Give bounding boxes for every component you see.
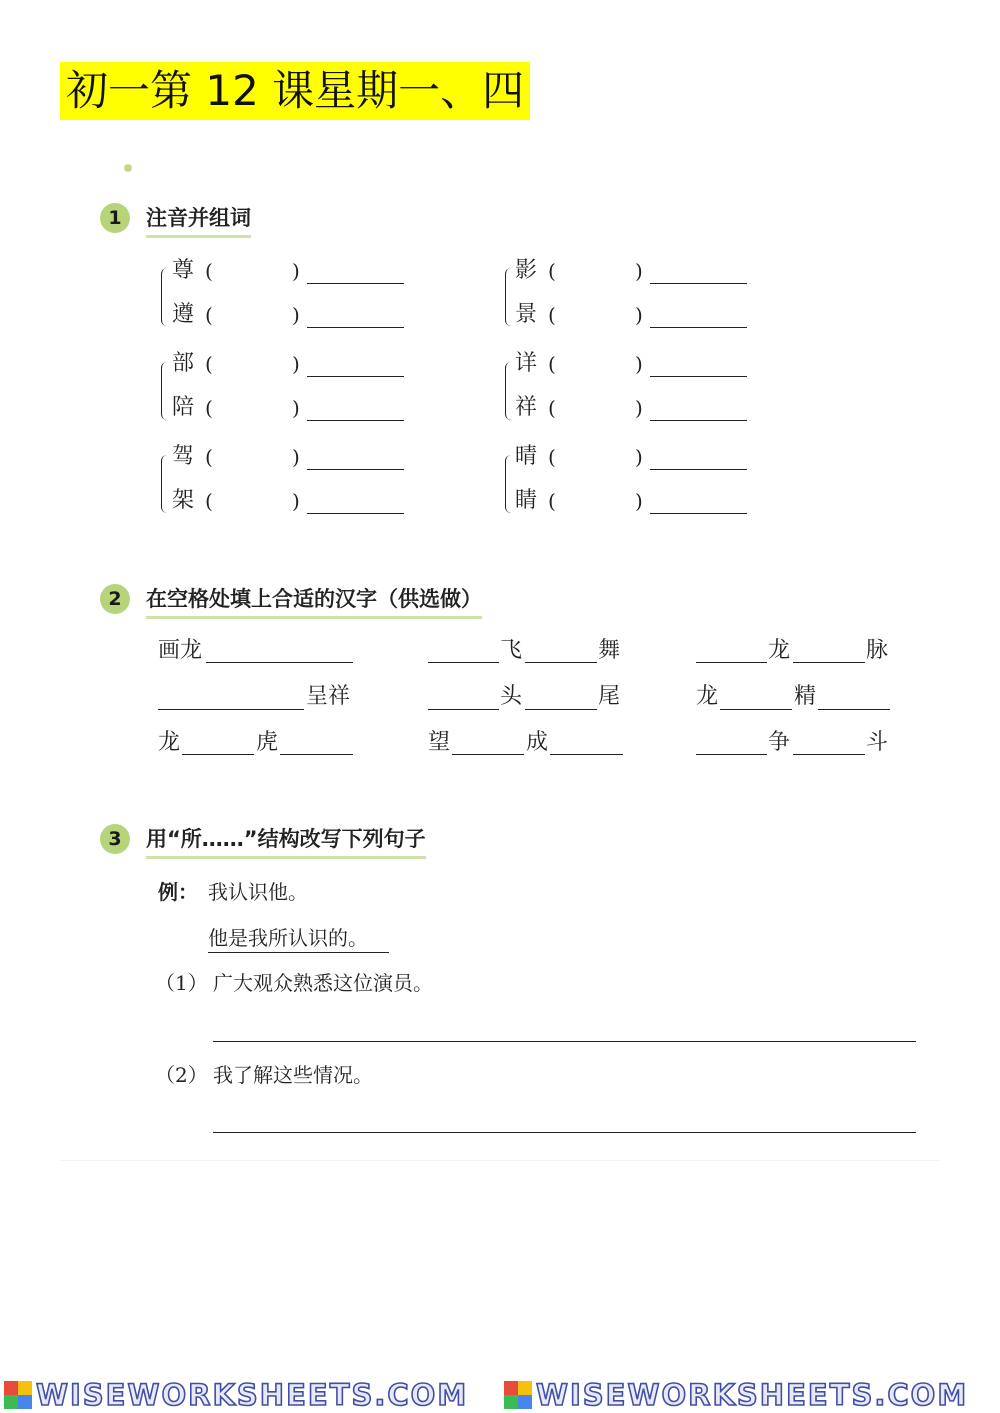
idiom-char: 舞 [598, 638, 621, 663]
item-2-number: （2） [155, 1063, 208, 1087]
character: 遵 [172, 302, 195, 327]
logo-square [504, 1395, 518, 1409]
brace [161, 455, 170, 513]
word-answer-line[interactable] [650, 513, 747, 514]
watermark-1 [4, 1378, 468, 1411]
page-title: 初一第 12 课星期一、四 [60, 62, 530, 120]
paren-close: ) [635, 489, 643, 513]
example-answer: 他是我所认识的。 [208, 926, 368, 950]
section-1-header [100, 203, 400, 237]
idiom-char: 望 [428, 730, 451, 755]
section-2-header [100, 584, 600, 618]
word-answer-line[interactable] [307, 376, 404, 377]
word-answer-line[interactable] [650, 327, 747, 328]
wiseworksheets-logo-icon [504, 1381, 532, 1409]
logo-square [4, 1395, 18, 1409]
idiom-blank[interactable] [720, 709, 792, 710]
idiom-char: 头 [500, 684, 523, 709]
idiom-blank[interactable] [696, 754, 767, 755]
character: 陪 [172, 395, 195, 420]
paren-open: ( [205, 352, 213, 376]
paren-open: ( [548, 303, 556, 327]
paren-close: ) [292, 352, 300, 376]
character: 祥 [515, 395, 538, 420]
idiom-char: 画龙 [158, 638, 203, 663]
watermark-2 [504, 1378, 968, 1411]
idiom-char: 尾 [598, 684, 621, 709]
paren-close: ) [292, 396, 300, 420]
word-answer-line[interactable] [307, 283, 404, 284]
paren-close: ) [635, 259, 643, 283]
idiom-blank[interactable] [525, 709, 597, 710]
item-1-number: （1） [155, 971, 208, 995]
idiom-char: 成 [526, 730, 549, 755]
paren-open: ( [548, 489, 556, 513]
idiom-blank[interactable] [793, 662, 865, 663]
logo-square [18, 1395, 32, 1409]
word-answer-line[interactable] [650, 283, 747, 284]
word-answer-line[interactable] [307, 327, 404, 328]
item-2-text: 我了解这些情况。 [213, 1063, 373, 1087]
idiom-char: 脉 [866, 638, 889, 663]
brace [161, 362, 170, 420]
paren-open: ( [205, 303, 213, 327]
character: 部 [172, 351, 195, 376]
decorative-dot [124, 164, 132, 172]
section-1-title: 注音并组词 [146, 203, 251, 238]
paren-open: ( [205, 396, 213, 420]
idiom-blank[interactable] [182, 754, 254, 755]
item-1-text: 广大观众熟悉这位演员。 [213, 971, 433, 995]
character: 驾 [172, 444, 195, 469]
brace [161, 268, 170, 326]
idiom-char: 龙 [768, 638, 791, 663]
paren-open: ( [548, 445, 556, 469]
paren-close: ) [292, 303, 300, 327]
idiom-blank[interactable] [818, 709, 890, 710]
idiom-char: 斗 [866, 730, 889, 755]
section-3-title: 用“所……”结构改写下列句子 [146, 824, 426, 859]
idiom-blank[interactable] [280, 754, 353, 755]
watermark-text: WISEWORKSHEETS.COM [36, 1377, 469, 1412]
example-answer-underline [208, 952, 389, 953]
paren-close: ) [292, 489, 300, 513]
logo-square [4, 1381, 18, 1395]
idiom-blank[interactable] [452, 754, 524, 755]
idiom-char: 龙 [158, 730, 181, 755]
word-answer-line[interactable] [650, 376, 747, 377]
word-answer-line[interactable] [307, 420, 404, 421]
logo-square [18, 1381, 32, 1395]
paren-close: ) [635, 352, 643, 376]
word-answer-line[interactable] [650, 420, 747, 421]
item-1-answer-line[interactable] [213, 1041, 916, 1042]
divider [60, 1160, 940, 1161]
character: 睛 [515, 488, 538, 513]
idiom-blank[interactable] [793, 754, 865, 755]
paren-open: ( [548, 259, 556, 283]
paren-close: ) [292, 445, 300, 469]
idiom-blank[interactable] [206, 662, 353, 663]
section-2-number: 2 [100, 584, 130, 614]
section-1-number: 1 [100, 203, 130, 233]
logo-square [518, 1395, 532, 1409]
paren-close: ) [635, 303, 643, 327]
idiom-blank[interactable] [428, 709, 499, 710]
logo-square [504, 1381, 518, 1395]
word-answer-line[interactable] [307, 469, 404, 470]
item-2-answer-line[interactable] [213, 1132, 916, 1133]
paren-close: ) [635, 396, 643, 420]
brace [505, 362, 514, 420]
idiom-char: 飞 [500, 638, 523, 663]
idiom-char: 精 [794, 684, 817, 709]
example-sentence: 我认识他。 [208, 880, 308, 904]
section-3-number: 3 [100, 824, 130, 854]
character: 尊 [172, 258, 195, 283]
paren-open: ( [205, 489, 213, 513]
paren-open: ( [548, 352, 556, 376]
idiom-blank[interactable] [525, 662, 597, 663]
character: 晴 [515, 444, 538, 469]
example-label: 例： [158, 880, 198, 904]
idiom-blank[interactable] [696, 662, 767, 663]
idiom-blank[interactable] [428, 662, 499, 663]
idiom-char: 虎 [256, 730, 279, 755]
character: 架 [172, 488, 195, 513]
idiom-char: 龙 [696, 684, 719, 709]
idiom-blank[interactable] [158, 709, 304, 710]
section-3-header [100, 824, 550, 858]
paren-close: ) [292, 259, 300, 283]
character: 影 [515, 258, 538, 283]
character: 详 [515, 351, 538, 376]
paren-open: ( [205, 259, 213, 283]
idiom-char: 争 [768, 730, 791, 755]
word-answer-line[interactable] [650, 469, 747, 470]
logo-square [518, 1381, 532, 1395]
brace [505, 268, 514, 326]
wiseworksheets-logo-icon [4, 1381, 32, 1409]
word-answer-line[interactable] [307, 513, 404, 514]
footer-watermark [0, 1376, 1000, 1413]
idiom-char: 呈祥 [306, 684, 351, 709]
paren-open: ( [548, 396, 556, 420]
idiom-blank[interactable] [550, 754, 623, 755]
section-2-title: 在空格处填上合适的汉字（供选做） [146, 584, 482, 619]
watermark-text: WISEWORKSHEETS.COM [536, 1377, 969, 1412]
paren-open: ( [205, 445, 213, 469]
character: 景 [515, 302, 538, 327]
paren-close: ) [635, 445, 643, 469]
brace [505, 455, 514, 513]
